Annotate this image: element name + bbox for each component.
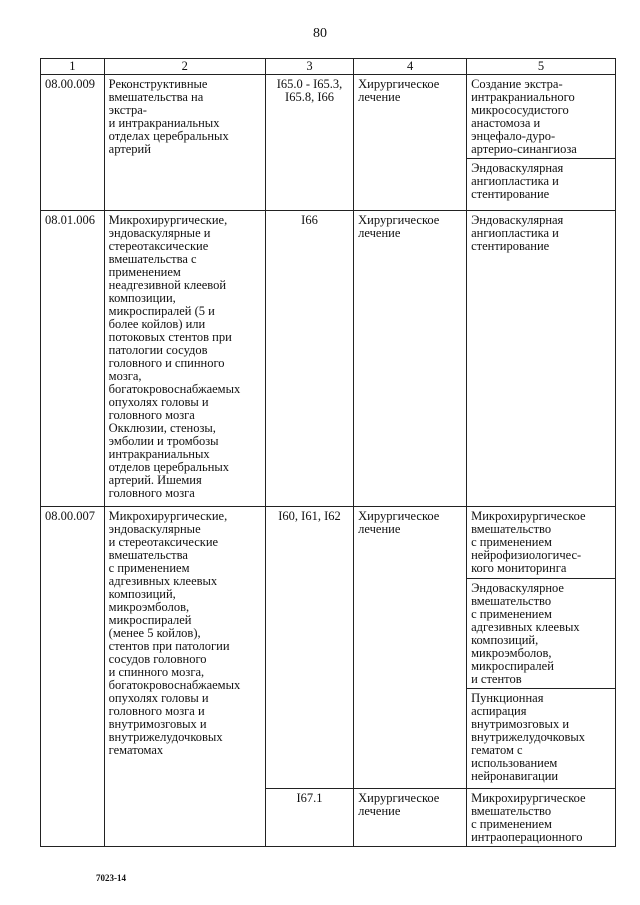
icd-cell: I65.0 - I65.3, I65.8, I66 — [265, 75, 353, 211]
code-cell: 08.00.009 — [41, 75, 105, 211]
treatment-cell: Хирургическое лечение — [354, 789, 467, 847]
table-row — [41, 211, 616, 507]
column-header: 3 — [265, 59, 353, 75]
treatment-cell: Хирургическое лечение — [354, 211, 467, 507]
description-cell: Микрохирургические, эндоваскулярные и стереотаксические вмешательства с применением адгезивных клеевых композиций, микроэмболов, микроспиралей (менее 5 койлов), стентов при патологии сосудов головного и спинного мозга, богатокровоснабжаемых опухолях головы и головного мозга и внутримозговых и внутрижелудочковых гематомах — [104, 507, 265, 847]
treatment-cell: Хирургическое лечение — [354, 507, 467, 789]
page-number: 80 — [313, 26, 327, 41]
services-table — [40, 58, 616, 847]
column-header: 4 — [354, 59, 467, 75]
icd-cell: I67.1 — [265, 789, 353, 847]
table-row — [41, 507, 616, 579]
method-cell: Эндоваскулярная ангиопластика и стентирование — [467, 159, 616, 211]
treatment-cell: Хирургическое лечение — [354, 75, 467, 211]
description-cell: Реконструктивные вмешательства на экстра- и интракраниальных отделах церебральных артерий — [104, 75, 265, 211]
table-row — [41, 75, 616, 159]
column-header: 1 — [41, 59, 105, 75]
code-cell: 08.01.006 — [41, 211, 105, 507]
icd-cell: I66 — [265, 211, 353, 507]
method-cell: Пункционная аспирация внутримозговых и внутрижелудочковых гематом с использованием нейронавигации — [467, 689, 616, 789]
icd-cell: I60, I61, I62 — [265, 507, 353, 789]
column-header: 5 — [467, 59, 616, 75]
column-header: 2 — [104, 59, 265, 75]
description-cell: Микрохирургические, эндоваскулярные и стереотаксические вмешательства с применением неадгезивной клеевой композиции, микроспиралей (5 и более койлов) или потоковых стентов при патологии сосудов головного и спинного мозга, богатокровоснабжаемых опухолях головы и головного мозга Окклюзии, стенозы, эмболии и тромбозы интракраниальных отделов церебральных артерий. Ишемия головного мозга — [104, 211, 265, 507]
method-cell: Микрохирургическое вмешательство с применением нейрофизиологичес- кого мониторинга — [467, 507, 616, 579]
method-cell: Создание экстра- интракраниального микрососудистого анастомоза и энцефало-дуро- артерио-синангиоза — [467, 75, 616, 159]
method-cell: Эндоваскулярная ангиопластика и стентирование — [467, 211, 616, 507]
method-cell: Микрохирургическое вмешательство с применением интраоперационного — [467, 789, 616, 847]
footer-code: 7023-14 — [96, 873, 126, 883]
header-row — [41, 59, 616, 75]
code-cell: 08.00.007 — [41, 507, 105, 847]
method-cell: Эндоваскулярное вмешательство с применением адгезивных клеевых композиций, микроэмболов, микроспиралей и стентов — [467, 579, 616, 689]
